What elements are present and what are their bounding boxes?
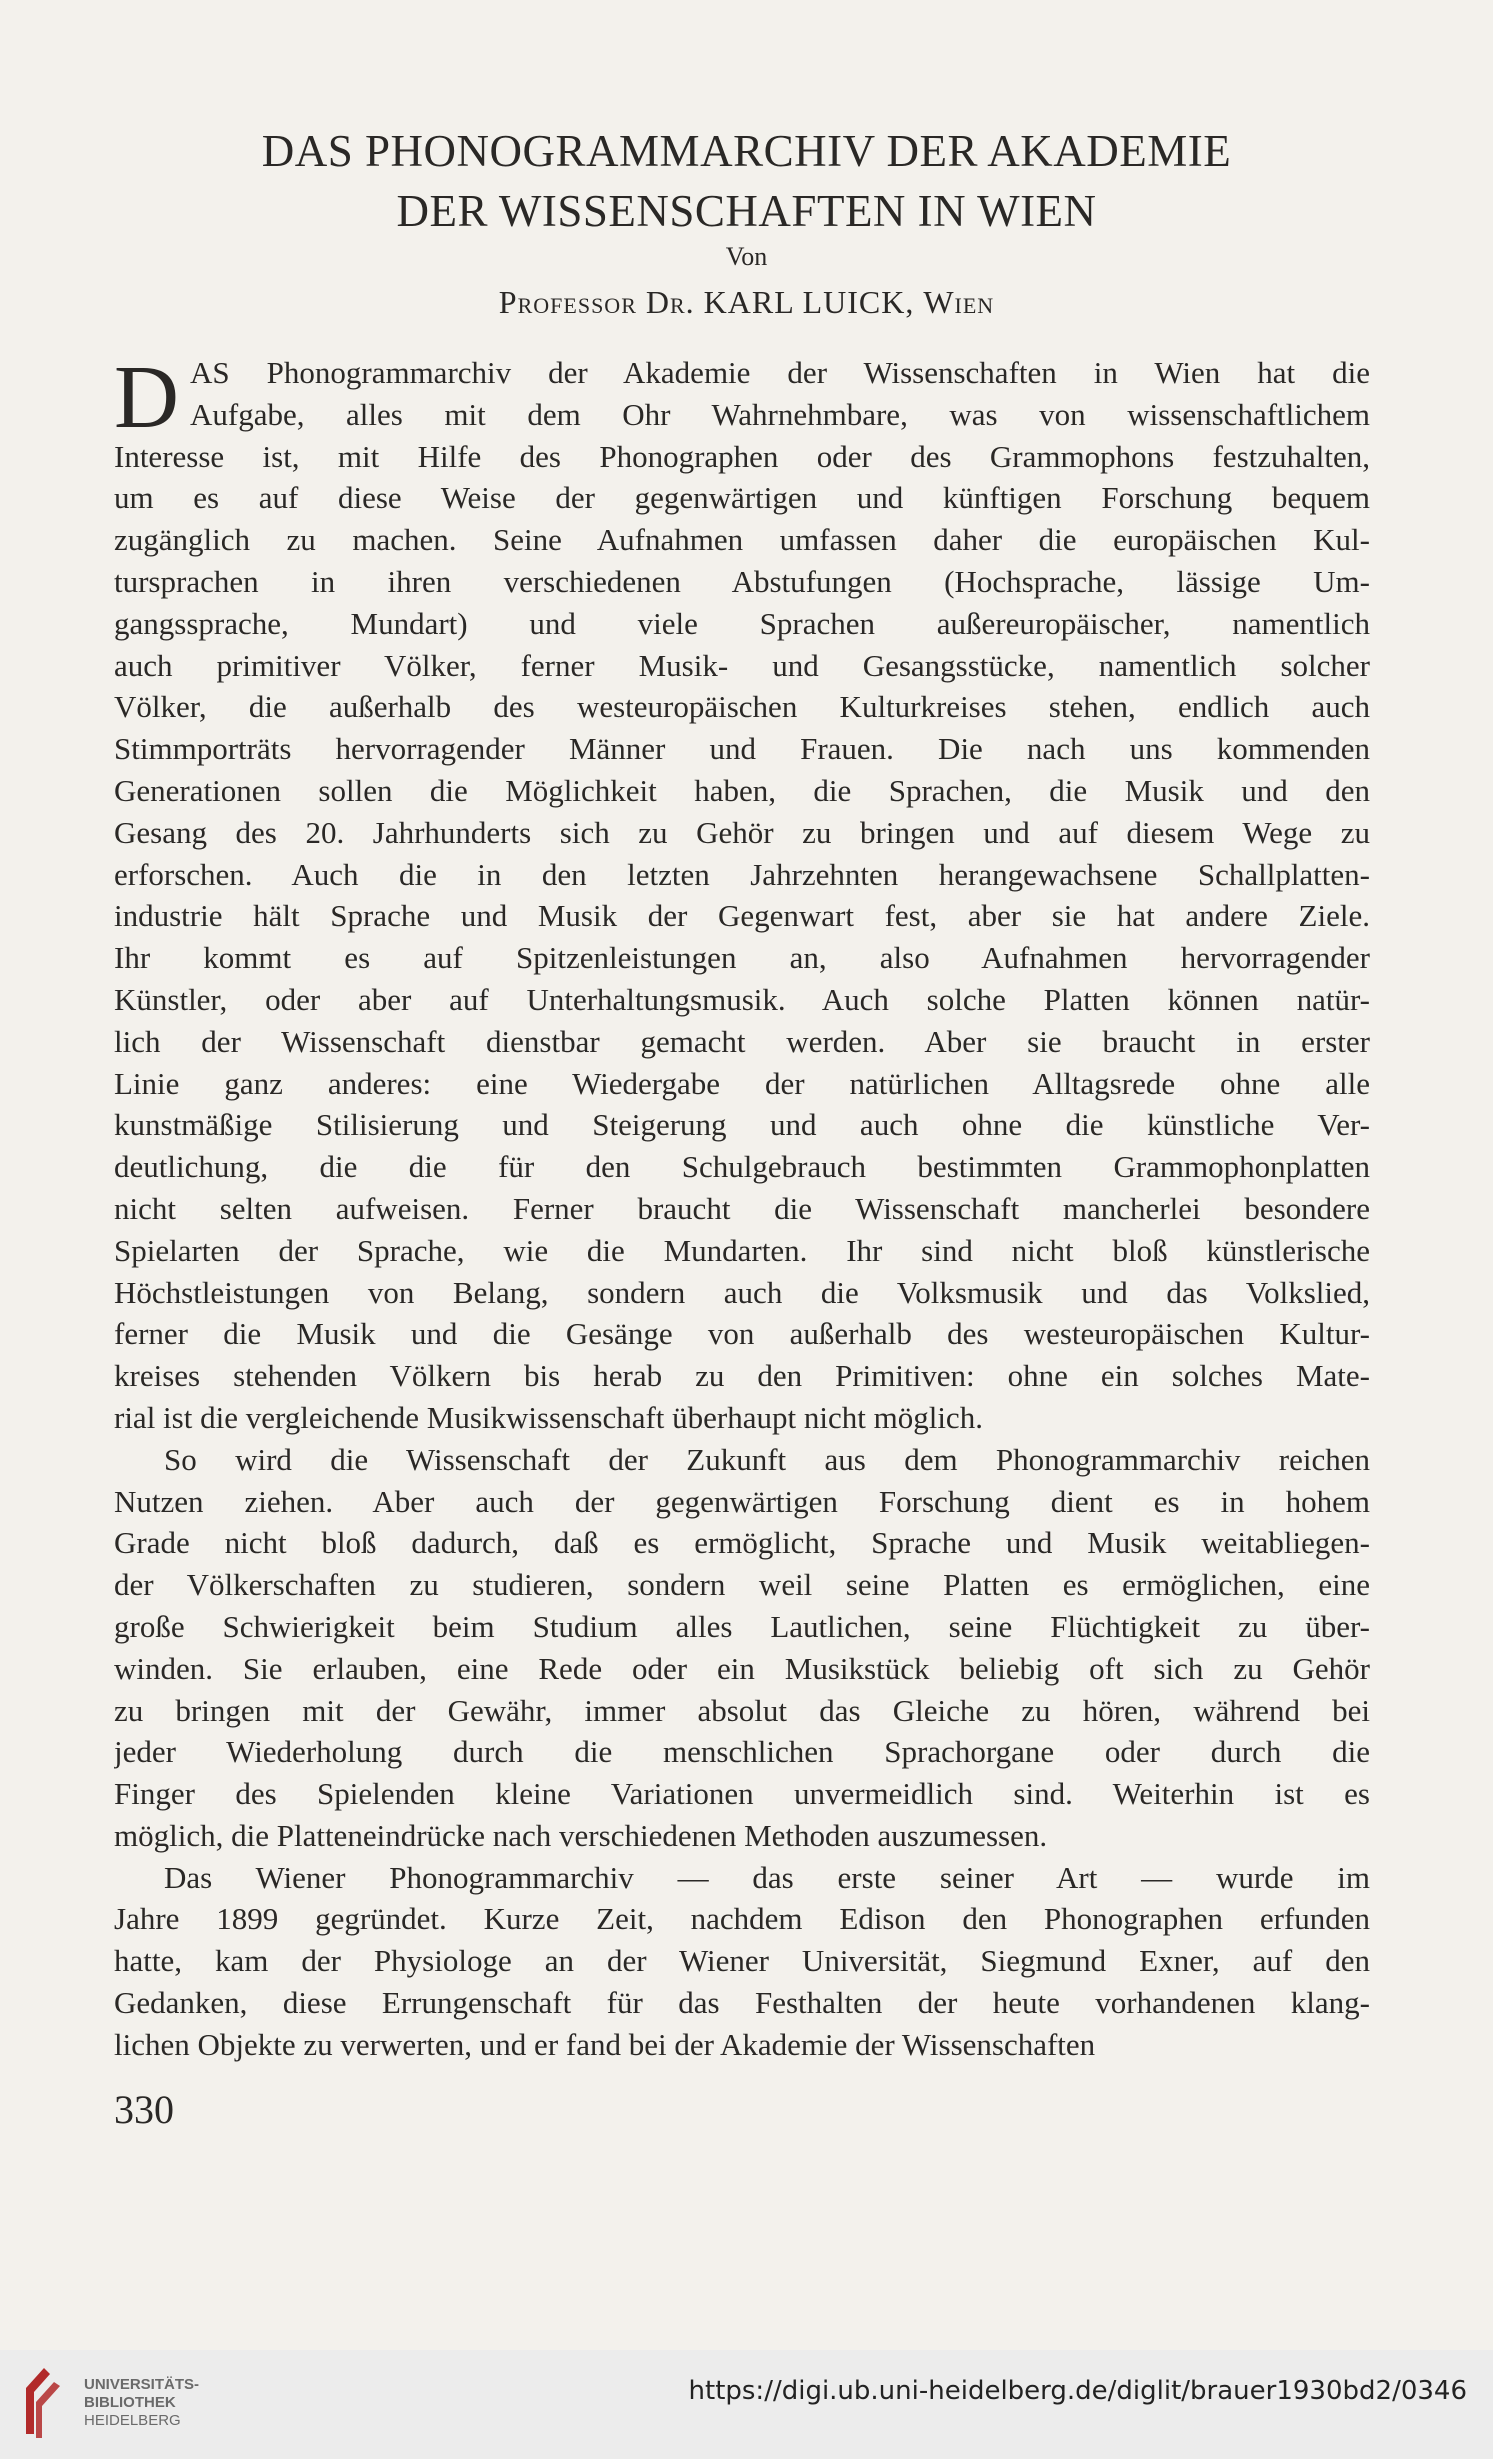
page-number: 330 — [114, 2087, 174, 2132]
text-line: Jahre 1899 gegründet. Kurze Zeit, nachdem Edison den Phonographen erfunden — [114, 1901, 1370, 1937]
drop-cap: D — [114, 348, 179, 447]
author-place: Wien — [923, 284, 995, 320]
author-title: Professor Dr. — [498, 284, 695, 320]
text-line: Gedanken, diese Errungenschaft für das Festhalten der heute vorhandenen klang- — [114, 1985, 1370, 2021]
text-line: kreises stehenden Völkern bis herab zu den Primitiven: ohne ein solches Mate- — [114, 1358, 1370, 1394]
text-line: lichen Objekte zu verwerten, und er fand bei der Akademie der Wissenschaften — [114, 2026, 1096, 2062]
text-line: Völker, die außerhalb des westeuropäischen Kulturkreises stehen, endlich auch — [114, 689, 1370, 725]
text-line: Linie ganz anderes: eine Wiedergabe der natürlichen Alltagsrede ohne alle — [114, 1065, 1370, 1101]
text-line: industrie hält Sprache und Musik der Gegenwart fest, aber sie hat andere Ziele. — [114, 898, 1370, 934]
text-line: winden. Sie erlauben, eine Rede oder ein Musikstück beliebig oft sich zu Gehör — [114, 1650, 1370, 1686]
text-line: der Völkerschaften zu studieren, sondern weil seine Platten es ermöglichen, eine — [114, 1567, 1370, 1603]
text-line: auch primitiver Völker, ferner Musik- und Gesangsstücke, namentlich solcher — [114, 647, 1370, 683]
text-line: Das Wiener Phonogrammarchiv — das erste seiner Art — wurde im — [164, 1859, 1370, 1895]
article-title-line-2: DER WISSENSCHAFTEN IN WIEN — [396, 186, 1097, 236]
source-url[interactable]: https://digi.ub.uni-heidelberg.de/diglit/brauer1930bd2/0346 — [688, 2376, 1467, 2406]
text-line: Interesse ist, mit Hilfe des Phonographen oder des Grammophons festzuhalten, — [114, 438, 1370, 474]
library-name-line-2: BIBLIOTHEK — [84, 2394, 176, 2411]
text-line: hatte, kam der Physiologe an der Wiener Universität, Siegmund Exner, auf den — [114, 1943, 1370, 1979]
library-name-line-3: HEIDELBERG — [84, 2412, 181, 2429]
text-line: Nutzen ziehen. Aber auch der gegenwärtigen Forschung dient es in hohem — [114, 1483, 1370, 1519]
text-line: kunstmäßige Stilisierung und Steigerung und auch ohne die künstliche Ver- — [114, 1107, 1370, 1143]
text-line: lich der Wissenschaft dienstbar gemacht werden. Aber sie braucht in erster — [114, 1023, 1370, 1059]
library-logo-icon — [14, 2362, 72, 2442]
article-title-line-1: DAS PHONOGRAMMARCHIV DER AKADEMIE — [261, 126, 1232, 176]
byline-von: Von — [725, 242, 768, 271]
text-line: erforschen. Auch die in den letzten Jahrzehnten herangewachsene Schallplatten- — [114, 856, 1370, 892]
text-line: um es auf diese Weise der gegenwärtigen und künftigen Forschung bequem — [114, 480, 1370, 516]
author-line — [0, 284, 1493, 321]
text-line: jeder Wiederholung durch die menschlichen Sprachorgane oder durch die — [114, 1734, 1370, 1770]
text-line: nicht selten aufweisen. Ferner braucht die Wissenschaft mancherlei besondere — [114, 1190, 1370, 1226]
text-line: tursprachen in ihren verschiedenen Abstufungen (Hochsprache, lässige Um- — [114, 563, 1370, 599]
text-line: Generationen sollen die Möglichkeit haben, die Sprachen, die Musik und den — [114, 772, 1370, 808]
article-body — [114, 348, 1370, 2066]
author-name: KARL LUICK, — [703, 284, 915, 320]
text-line: Ihr kommt es auf Spitzenleistungen an, also Aufnahmen hervorragender — [114, 940, 1370, 976]
text-line: So wird die Wissenschaft der Zukunft aus dem Phonogrammarchiv reichen — [164, 1441, 1370, 1477]
text-line: rial ist die vergleichende Musikwissenschaft überhaupt nicht möglich. — [114, 1399, 983, 1435]
text-line: Spielarten der Sprache, wie die Mundarten. Ihr sind nicht bloß künstlerische — [114, 1232, 1370, 1268]
text-line: möglich, die Platteneindrücke nach verschiedenen Methoden auszumessen. — [114, 1817, 1048, 1853]
text-line: Finger des Spielenden kleine Variationen unvermeidlich sind. Weiterhin ist es — [114, 1776, 1370, 1812]
text-line: zugänglich zu machen. Seine Aufnahmen umfassen daher die europäischen Kul- — [114, 522, 1370, 558]
text-line: gangssprache, Mundart) und viele Sprachen außereuropäischer, namentlich — [114, 605, 1370, 641]
text-line: zu bringen mit der Gewähr, immer absolut das Gleiche zu hören, während bei — [114, 1692, 1370, 1728]
text-line: AS Phonogrammarchiv der Akademie der Wissenschaften in Wien hat die — [190, 355, 1370, 390]
text-line: Gesang des 20. Jahrhunderts sich zu Gehör zu bringen und auf diesem Wege zu — [114, 814, 1370, 850]
text-line: deutlichung, die die für den Schulgebrauch bestimmten Grammophonplatten — [114, 1149, 1370, 1185]
text-line: Höchstleistungen von Belang, sondern auch die Volksmusik und das Volkslied, — [114, 1274, 1370, 1310]
text-line: Grade nicht bloß dadurch, daß es ermöglicht, Sprache und Musik weitabliegen- — [114, 1525, 1370, 1561]
text-line: Künstler, oder aber auf Unterhaltungsmusik. Auch solche Platten können natür- — [114, 981, 1370, 1017]
text-line: große Schwierigkeit beim Studium alles Lautlichen, seine Flüchtigkeit zu über- — [114, 1608, 1370, 1644]
library-name — [84, 2376, 199, 2430]
library-name-line-1: UNIVERSITÄTS- — [84, 2376, 200, 2393]
text-line: Stimmporträts hervorragender Männer und Frauen. Die nach uns kommenden — [114, 731, 1370, 767]
text-line: ferner die Musik und die Gesänge von außerhalb des westeuropäischen Kultur- — [114, 1316, 1370, 1352]
text-line: Aufgabe, alles mit dem Ohr Wahrnehmbare, was von wissenschaftlichem — [190, 396, 1370, 432]
